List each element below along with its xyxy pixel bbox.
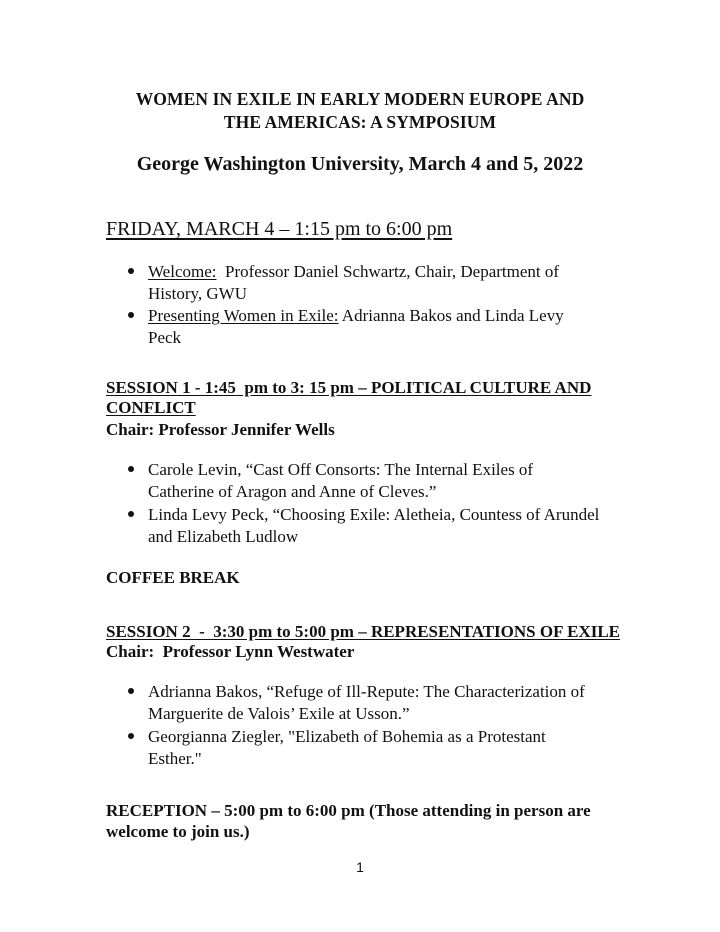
welcome-text: Professor Daniel Schwartz, Chair, Department of — [216, 262, 560, 281]
bullet-icon — [128, 688, 134, 694]
title-line-2: THE AMERICAS: A SYMPOSIUM — [223, 112, 497, 132]
session1-heading: SESSION 1 - 1:45 pm to 3: 15 pm – POLITICAL CULTURE AND — [106, 378, 592, 397]
paper-line: and Elizabeth Ludlow — [148, 527, 299, 546]
page-number: 1 — [356, 859, 364, 875]
presenting-text-cont: Peck — [148, 328, 182, 347]
paper-line: Linda Levy Peck, “Choosing Exile: Aletheia, Countess of Arundel — [148, 505, 600, 524]
paper-line: Marguerite de Valois’ Exile at Usson.” — [148, 704, 410, 723]
bullet-icon — [128, 268, 134, 274]
subtitle: George Washington University, March 4 and 5, 2022 — [136, 153, 584, 175]
paper-line: Carole Levin, “Cast Off Consorts: The Internal Exiles of — [148, 460, 534, 479]
welcome-text-cont: History, GWU — [148, 284, 247, 303]
session1-heading-cont: CONFLICT — [106, 398, 196, 417]
bullet-icon — [128, 733, 134, 739]
session1-chair: Chair: Professor Jennifer Wells — [106, 420, 335, 439]
coffee-break: COFFEE BREAK — [106, 568, 240, 587]
welcome-label: Welcome: — [148, 262, 217, 281]
session2-heading: SESSION 2 - 3:30 pm to 5:00 pm – REPRESENTATIONS OF EXILE — [106, 622, 621, 641]
reception-line-cont: welcome to join us.) — [106, 822, 250, 841]
session2-chair: Chair: Professor Lynn Westwater — [106, 642, 355, 661]
day-heading: FRIDAY, MARCH 4 – 1:15 pm to 6:00 pm — [106, 218, 453, 240]
presenting-text: Adrianna Bakos and Linda Levy — [338, 306, 564, 325]
presenting-label: Presenting Women in Exile: — [148, 306, 339, 325]
paper-line: Georgianna Ziegler, "Elizabeth of Bohemia as a Protestant — [148, 727, 546, 746]
bullet-icon — [128, 466, 134, 472]
paper-line: Adrianna Bakos, “Refuge of Ill-Repute: The Characterization of — [148, 682, 585, 701]
bullet-icon — [128, 312, 134, 318]
bullet-icon — [128, 511, 134, 517]
paper-line: Esther." — [148, 749, 202, 768]
reception-line: RECEPTION – 5:00 pm to 6:00 pm (Those attending in person are — [106, 801, 591, 820]
paper-line: Catherine of Aragon and Anne of Cleves.” — [148, 482, 437, 501]
title-line-1: WOMEN IN EXILE IN EARLY MODERN EUROPE AND — [135, 89, 585, 109]
